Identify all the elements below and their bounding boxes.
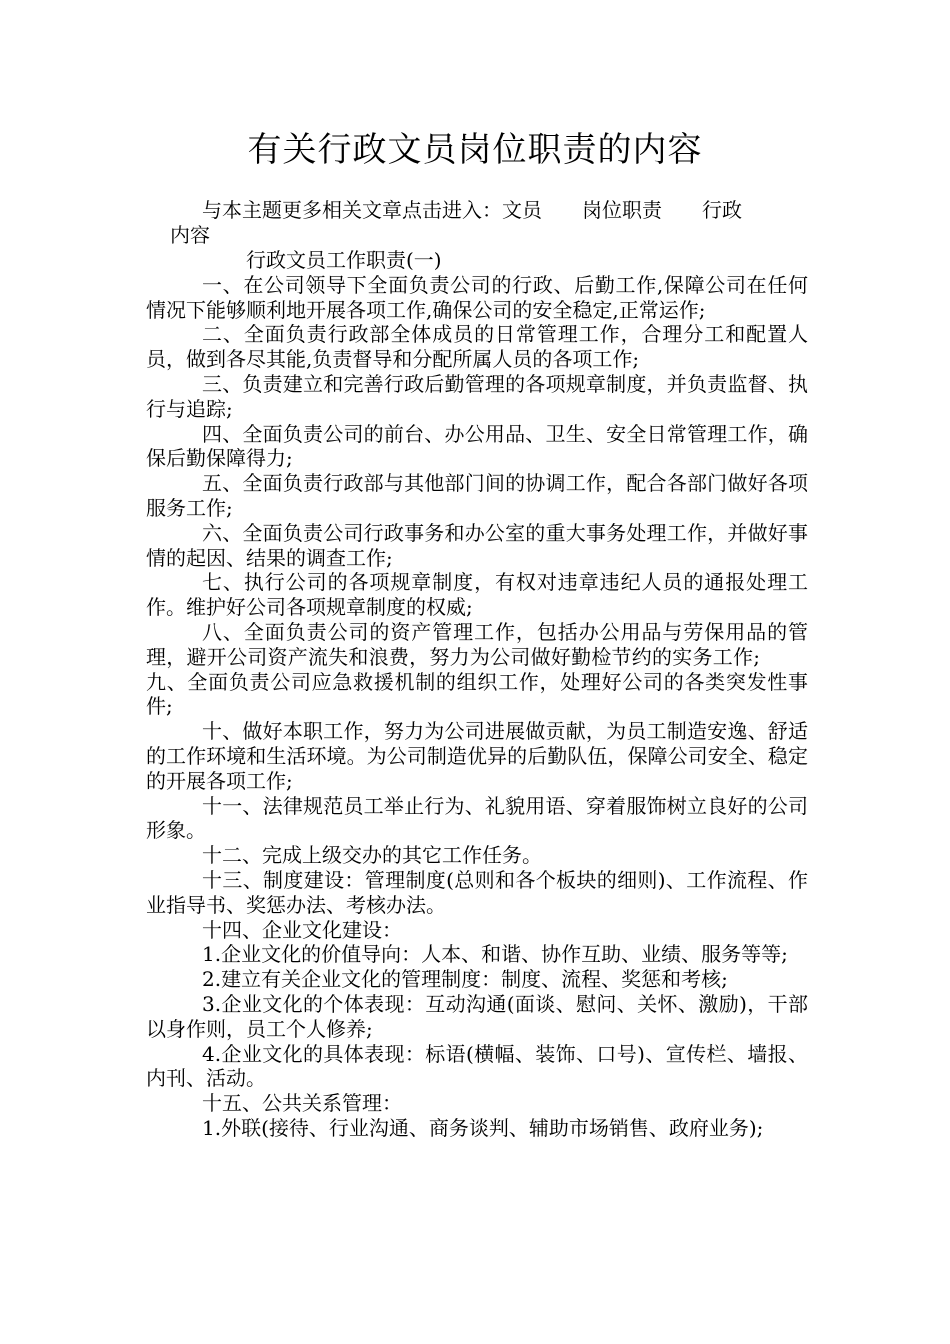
related-articles — [146, 198, 808, 248]
paragraph: 十三、制度建设：管理制度(总则和各个板块的细则)、工作流程、作业指导书、奖惩办法、考核办法。 — [146, 867, 808, 917]
paragraph: 四、全面负责公司的前台、办公用品、卫生、安全日常管理工作，确保后勤保障得力; — [146, 421, 808, 471]
section-heading: 行政文员工作职责(一) — [246, 248, 442, 272]
related-link-administration[interactable]: 行政 — [702, 198, 742, 222]
paragraph: 六、全面负责公司行政事务和办公室的重大事务处理工作，并做好事情的起因、结果的调查工作; — [146, 520, 808, 570]
paragraph: 十五、公共关系管理： — [202, 1091, 402, 1116]
related-link-job-duties[interactable]: 岗位职责 — [582, 198, 662, 222]
paragraph: 三、负责建立和完善行政后勤管理的各项规章制度，并负责监督、执行与追踪; — [146, 371, 808, 421]
paragraph: 3.企业文化的个体表现：互动沟通(面谈、慰问、关怀、激励)，干部以身作则，员工个人修养; — [146, 991, 808, 1041]
paragraph: 1.企业文化的价值导向：人本、和谐、协作互助、业绩、服务等等; — [202, 942, 788, 967]
paragraph: 十四、企业文化建设： — [202, 917, 402, 942]
related-prefix: 与本主题更多相关文章点击进入： — [202, 198, 502, 222]
related-link-clerk[interactable]: 文员 — [502, 198, 542, 222]
paragraph-text: 八、全面负责公司的资产管理工作，包括办公用品与劳保用品的管理，避开公司资产流失和浪费，努力为公司做好勤检节约的实务工作; — [146, 619, 808, 669]
paragraph: 4.企业文化的具体表现：标语(横幅、装饰、口号)、宣传栏、墙报、内刊、活动。 — [146, 1041, 808, 1091]
paragraph: 七、执行公司的各项规章制度，有权对违章违纪人员的通报处理工作。维护好公司各项规章制度的权威; — [146, 570, 808, 620]
related-link-content[interactable]: 内容 — [170, 223, 210, 247]
paragraph: 2.建立有关企业文化的管理制度：制度、流程、奖惩和考核; — [202, 967, 728, 992]
paragraph: 十一、法律规范员工举止行为、礼貌用语、穿着服饰树立良好的公司形象。 — [146, 793, 808, 843]
document-body — [146, 248, 808, 1141]
document-title: 有关行政文员岗位职责的内容 — [247, 130, 703, 170]
paragraph: 二、全面负责行政部全体成员的日常管理工作，合理分工和配置人员，做到各尽其能,负责督导和分配所属人员的各项工作; — [146, 322, 808, 372]
paragraph — [146, 620, 808, 719]
paragraph: 十二、完成上级交办的其它工作任务。 — [202, 843, 542, 868]
paragraph: 1.外联(接待、行业沟通、商务谈判、辅助市场销售、政府业务); — [202, 1115, 764, 1140]
paragraph: 一、在公司领导下全面负责公司的行政、后勤工作,保障公司在任何情况下能够顺利地开展各项工作,确保公司的安全稳定,正常运作; — [146, 272, 808, 322]
paragraph: 五、全面负责行政部与其他部门间的协调工作，配合各部门做好各项服务工作; — [146, 471, 808, 520]
paragraph: 十、做好本职工作，努力为公司进展做贡献，为员工制造安逸、舒适的工作环境和生活环境。为公司制造优异的后勤队伍，保障公司安全、稳定的开展各项工作; — [146, 719, 808, 793]
paragraph-text: 九、全面负责公司应急救援机制的组织工作，处理好公司的各类突发性事件; — [146, 669, 808, 719]
